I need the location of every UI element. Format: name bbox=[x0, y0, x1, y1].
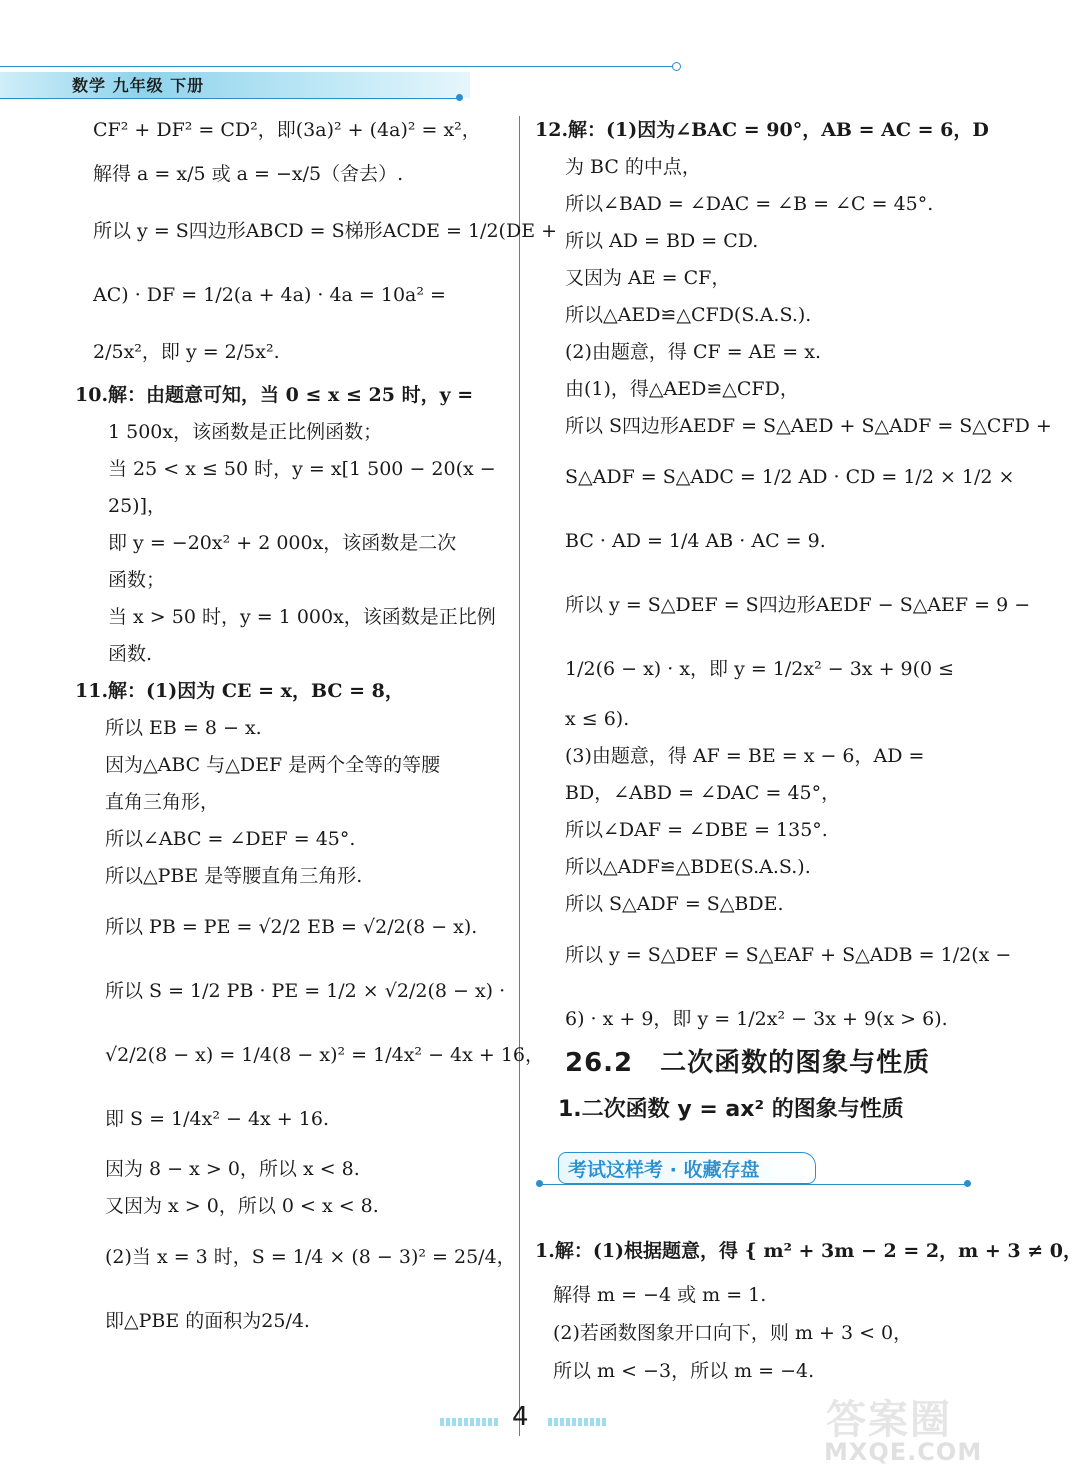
text-line: 即△PBE 的面积为25/4. bbox=[105, 1310, 310, 1332]
problem-11-heading: 11.解：(1)因为 CE = x，BC = 8， bbox=[75, 680, 404, 702]
page-footer bbox=[440, 1400, 610, 1440]
header-rule-bottom bbox=[0, 98, 462, 99]
text-line: AC) · DF = 1/2(a + 4a) · 4a = 10a² = bbox=[93, 284, 446, 306]
text-line: BC · AD = 1/4 AB · AC = 9. bbox=[565, 530, 826, 552]
text-line: 所以 S△ADF = S△BDE. bbox=[565, 893, 784, 915]
text-line: 当 25 < x ≤ 50 时，y = x[1 500 − 20(x − bbox=[108, 458, 496, 480]
text-line: 函数； bbox=[108, 569, 166, 591]
text-line: 直角三角形， bbox=[105, 791, 220, 813]
text-line: (3)由题意，得 AF = BE = x − 6，AD = bbox=[565, 745, 925, 767]
problem-12-heading: 12.解：(1)因为∠BAC = 90°，AB = AC = 6，D bbox=[535, 119, 989, 141]
text-line: 所以∠BAD = ∠DAC = ∠B = ∠C = 45°. bbox=[565, 193, 934, 215]
text-line: x ≤ 6). bbox=[565, 708, 630, 730]
page-number: 4 bbox=[512, 1402, 529, 1432]
text-line: BD，∠ABD = ∠DAC = 45°， bbox=[565, 782, 841, 804]
text-line: 所以 EB = 8 − x. bbox=[105, 717, 262, 739]
right-column-lower bbox=[535, 1226, 1082, 1390]
header-bar bbox=[0, 72, 470, 98]
text-line: 所以 m < −3，所以 m = −4. bbox=[553, 1360, 815, 1382]
exam-banner bbox=[540, 1152, 970, 1188]
text-line: 所以 AD = BD = CD. bbox=[565, 230, 759, 252]
banner-label: 考试这样考 · 收藏存盘 bbox=[568, 1159, 760, 1181]
running-title: 数学 九年级 下册 bbox=[72, 76, 205, 95]
text-line: 6) · x + 9，即 y = 1/2x² − 3x + 9(x > 6). bbox=[565, 1008, 948, 1030]
text-line: 所以△AED≌△CFD(S.A.S.). bbox=[565, 304, 812, 326]
text-line: √2/2(8 − x) = 1/4(8 − x)² = 1/4x² − 4x + 16， bbox=[105, 1044, 545, 1066]
problem-1-heading: 1.解：(1)根据题意，得 { m² + 3m − 2 = 2，m + 3 ≠ 0， bbox=[535, 1240, 1082, 1262]
text-line: 所以∠DAF = ∠DBE = 135°. bbox=[565, 819, 828, 841]
text-line: 解得 a = x/5 或 a = −x/5（舍去）. bbox=[93, 163, 404, 185]
right-column bbox=[535, 112, 1052, 1051]
left-column bbox=[75, 112, 558, 1353]
text-line: 1 500x，该函数是正比例函数； bbox=[108, 421, 383, 443]
text-line: 函数. bbox=[108, 643, 153, 665]
watermark bbox=[818, 1388, 993, 1472]
text-line: 1/2(6 − x) · x，即 y = 1/2x² − 3x + 9(0 ≤ bbox=[565, 658, 955, 680]
watermark-url: MXQE.COM bbox=[824, 1438, 983, 1466]
text-line: 又因为 x > 0，所以 0 < x < 8. bbox=[105, 1195, 379, 1217]
text-line: 所以△ADF≌△BDE(S.A.S.). bbox=[565, 856, 811, 878]
text-line: (2)当 x = 3 时，S = 1/4 × (8 − 3)² = 25/4， bbox=[105, 1246, 516, 1268]
section-title: 26.2 二次函数的图象与性质 bbox=[565, 1048, 931, 1078]
header-dot-ornament bbox=[456, 94, 463, 101]
text-line: (2)由题意，得 CF = AE = x. bbox=[565, 341, 822, 363]
problem-10-heading: 10.解：由题意可知，当 0 ≤ x ≤ 25 时，y = bbox=[75, 384, 474, 406]
banner-dot-right bbox=[964, 1180, 971, 1187]
text-line: 所以 y = S△DEF = S△EAF + S△ADB = 1/2(x − bbox=[565, 944, 1012, 966]
text-line: S△ADF = S△ADC = 1/2 AD · CD = 1/2 × 1/2 × bbox=[565, 466, 1015, 488]
text-line: (2)若函数图象开口向下，则 m + 3 < 0， bbox=[553, 1322, 913, 1344]
text-line: 因为△ABC 与△DEF 是两个全等的等腰 bbox=[105, 754, 441, 776]
text-line: 因为 8 − x > 0，所以 x < 8. bbox=[105, 1158, 360, 1180]
text-line: 所以 PB = PE = √2/2 EB = √2/2(8 − x). bbox=[105, 916, 478, 938]
text-line: 由(1)，得△AED≌△CFD， bbox=[565, 378, 799, 400]
text-line: 所以 S = 1/2 PB · PE = 1/2 × √2/2(8 − x) · bbox=[105, 980, 506, 1002]
text-line: 所以 S四边形AEDF = S△AED + S△ADF = S△CFD + bbox=[565, 415, 1052, 437]
header-rule bbox=[0, 66, 676, 67]
text-line: 所以∠ABC = ∠DEF = 45°. bbox=[105, 828, 356, 850]
banner-rule bbox=[540, 1184, 968, 1185]
text-line: 解得 m = −4 或 m = 1. bbox=[553, 1284, 767, 1306]
watermark-logo: 答案圈 bbox=[826, 1397, 952, 1443]
text-line: 所以 y = S四边形ABCD = S梯形ACDE = 1/2(DE + bbox=[93, 220, 558, 242]
header-ring-ornament bbox=[672, 62, 681, 71]
text-line: 即 S = 1/4x² − 4x + 16. bbox=[105, 1108, 329, 1130]
page-header bbox=[0, 58, 690, 104]
footer-ornament-left bbox=[440, 1418, 498, 1426]
text-line: 25)]， bbox=[108, 495, 167, 517]
text-line: 所以△PBE 是等腰直角三角形. bbox=[105, 865, 363, 887]
subsection-title: 1.二次函数 y = ax² 的图象与性质 bbox=[558, 1097, 904, 1122]
column-divider bbox=[519, 116, 520, 1436]
text-line: 2/5x²，即 y = 2/5x². bbox=[93, 341, 280, 363]
text-line: 当 x > 50 时，y = 1 000x，该函数是正比例 bbox=[108, 606, 496, 628]
text-line: CF² + DF² = CD²，即(3a)² + (4a)² = x²， bbox=[93, 119, 481, 141]
text-line: 为 BC 的中点， bbox=[565, 156, 701, 178]
text-line: 又因为 AE = CF， bbox=[565, 267, 731, 289]
banner-dot-left bbox=[536, 1180, 543, 1187]
footer-ornament-right bbox=[548, 1418, 606, 1426]
text-line: 所以 y = S△DEF = S四边形AEDF − S△AEF = 9 − bbox=[565, 594, 1031, 616]
text-line: 即 y = −20x² + 2 000x，该函数是二次 bbox=[108, 532, 457, 554]
